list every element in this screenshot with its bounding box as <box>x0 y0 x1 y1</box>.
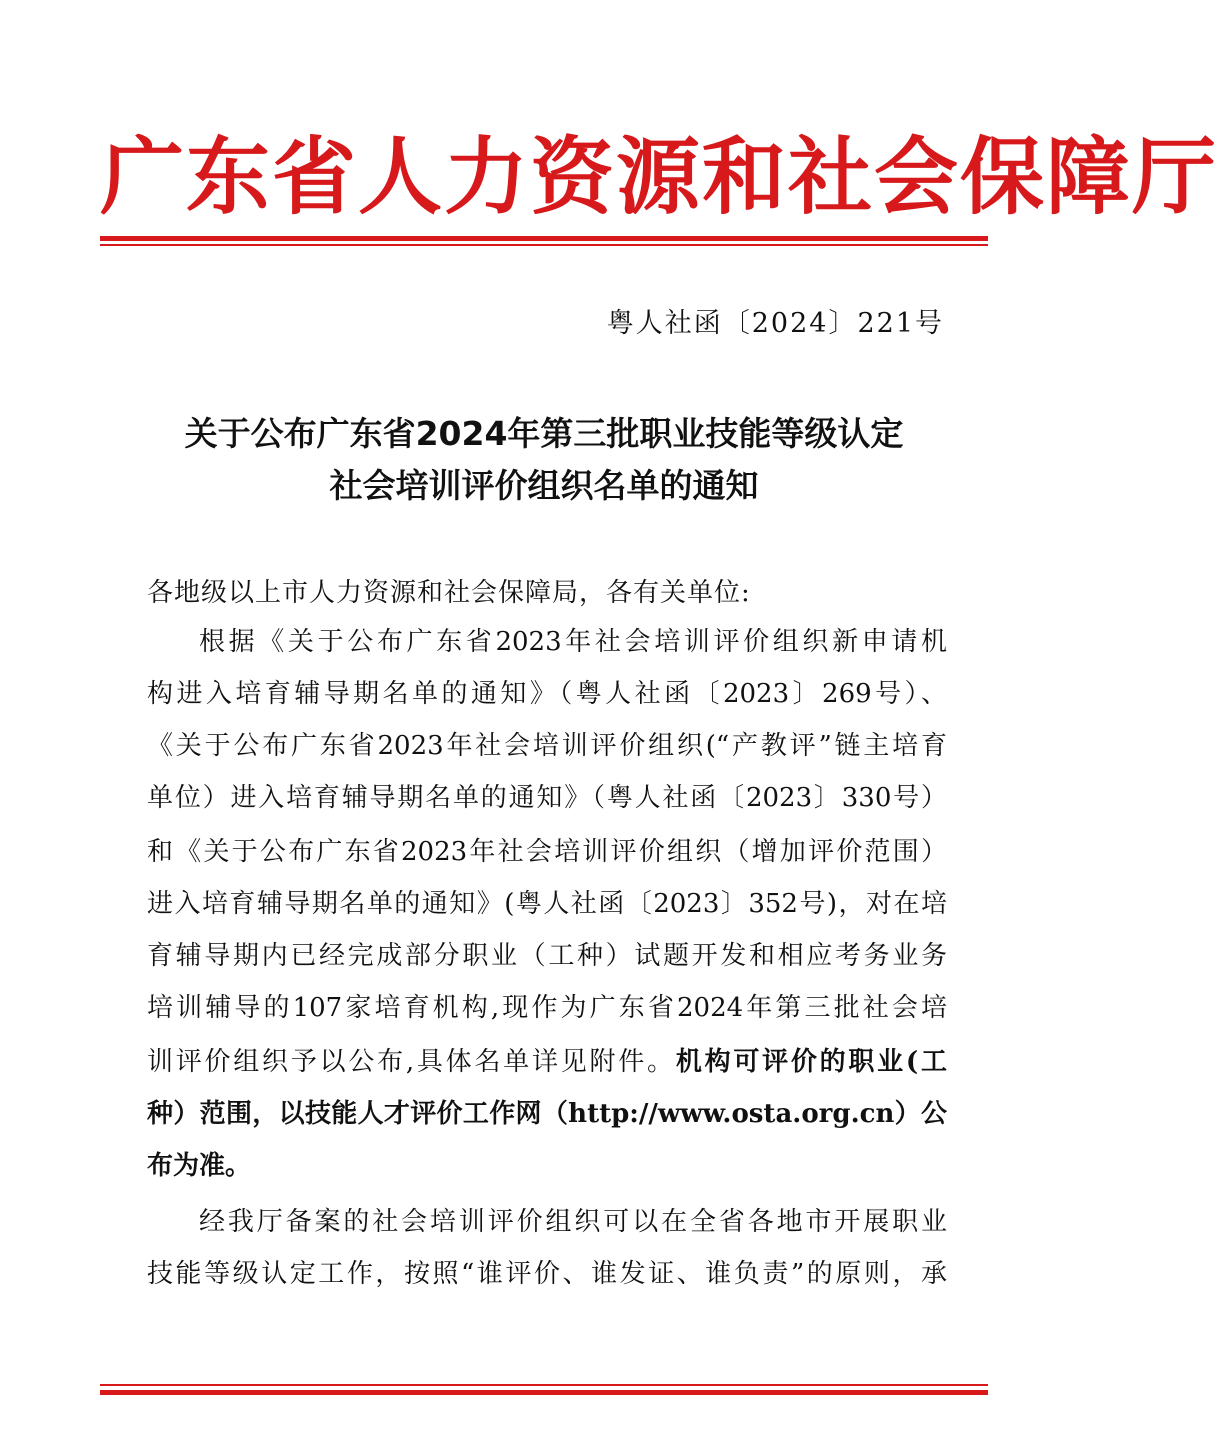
footer-divider-thick <box>100 1390 988 1395</box>
header-divider-thick <box>100 236 988 241</box>
paragraph-2-line: 技能等级认定工作，按照“谁评价、谁发证、谁负责”的原则，承 <box>147 1259 947 1289</box>
document-title-line-1: 关于公布广东省2024年第三批职业技能等级认定 <box>184 414 904 453</box>
paragraph-1-line: 培训辅导的107家培育机构,现作为广东省2024年第三批社会培 <box>147 993 947 1023</box>
document-number: 粤人社函〔2024〕221号 <box>606 308 944 339</box>
header-divider-thin <box>100 244 988 246</box>
paragraph-1-bold-text: 机构可评价的职业(工 <box>675 1047 948 1077</box>
paragraph-1-line: 根据《关于公布广东省2023年社会培训评价组织新申请机 <box>199 627 947 657</box>
paragraph-1-bold-line: 种）范围，以技能人才评价工作网（http://www.osta.org.cn）公 <box>147 1099 947 1129</box>
paragraph-1-line: 《关于公布广东省2023年社会培训评价组织(“产教评”链主培育 <box>147 731 947 761</box>
paragraph-1-line: 单位）进入培育辅导期名单的通知》（粤人社函〔2023〕330号） <box>147 783 947 813</box>
paragraph-1-bold-line: 布为准。 <box>147 1151 252 1181</box>
paragraph-1-line: 构进入培育辅导期名单的通知》（粤人社函〔2023〕269号）、 <box>147 679 947 709</box>
document-title-line-2: 社会培训评价组织名单的通知 <box>329 466 759 505</box>
paragraph-2-line: 经我厅备案的社会培训评价组织可以在全省各地市开展职业 <box>199 1207 947 1237</box>
footer-divider-thin <box>100 1384 988 1386</box>
paragraph-1-text: 训评价组织予以公布,具体名单详见附件。 <box>147 1047 676 1077</box>
salutation: 各地级以上市人力资源和社会保障局，各有关单位: <box>147 578 751 608</box>
paragraph-1-line: 和《关于公布广东省2023年社会培训评价组织（增加评价范围） <box>147 837 947 867</box>
paragraph-1-line: 进入培育辅导期名单的通知》(粤人社函〔2023〕352号)，对在培 <box>147 889 947 919</box>
agency-name-header: 广东省人力资源和社会保障厅 <box>100 128 1218 226</box>
paragraph-1-line: 育辅导期内已经完成部分职业（工种）试题开发和相应考务业务 <box>147 941 947 971</box>
paragraph-1-line-mixed <box>147 1036 947 1088</box>
